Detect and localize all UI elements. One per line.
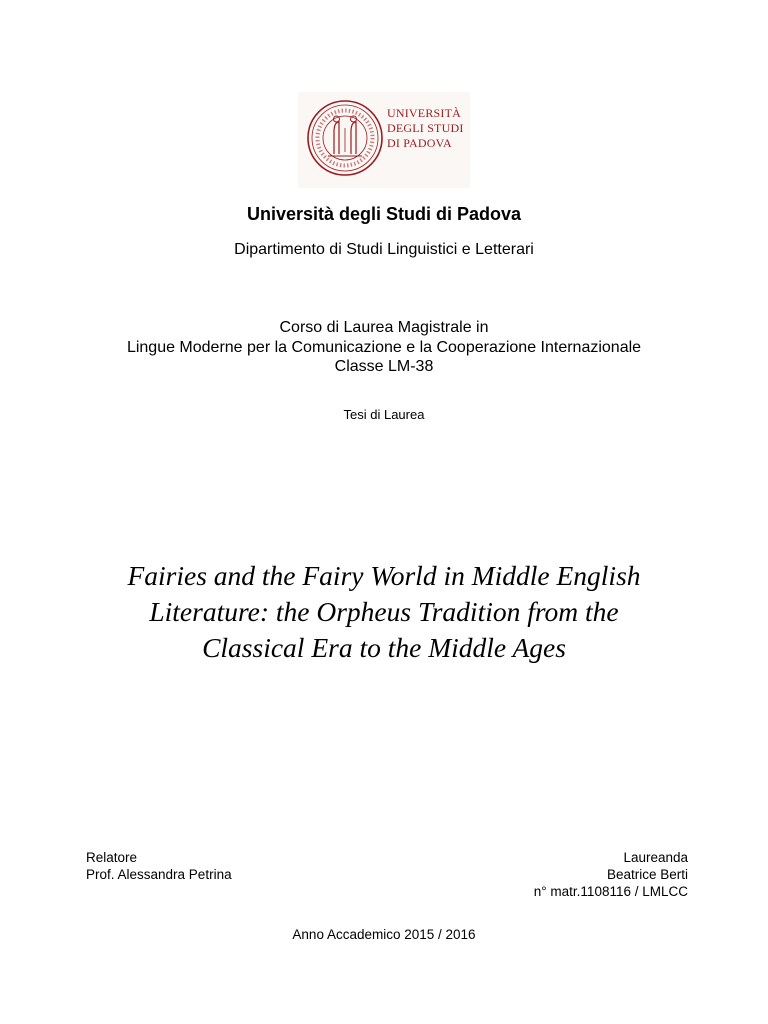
- logo-line-3: DI PADOVA: [387, 136, 452, 150]
- course-line-3: Classe LM-38: [334, 358, 434, 375]
- candidate-block: [534, 849, 688, 900]
- logo-line-2: DEGLI STUDI: [387, 121, 464, 135]
- supervisor-label: Relatore: [86, 850, 138, 865]
- academic-year: Anno Accademico 2015 / 2016: [292, 927, 476, 942]
- course-line-1: Corso di Laurea Magistrale in: [279, 319, 489, 336]
- candidate-label: Laureanda: [623, 850, 688, 865]
- supervisor-name: Prof. Alessandra Petrina: [86, 867, 232, 882]
- candidate-name: Beatrice Berti: [606, 867, 688, 882]
- course-line-2: Lingue Moderne per la Comunicazione e la Cooperazione Internazionale: [126, 338, 642, 356]
- supervisor-block: [86, 849, 232, 883]
- university-logo-wordmark: [387, 106, 464, 151]
- course-info: [0, 318, 768, 377]
- title-line-2: Literature: the Orpheus Tradition from the: [149, 596, 619, 627]
- title-line-1: Fairies and the Fairy World in Middle English: [127, 560, 641, 591]
- department-name: Dipartimento di Studi Linguistici e Letterari: [234, 241, 534, 258]
- thesis-label: Tesi di Laurea: [343, 407, 425, 422]
- logo-line-1: UNIVERSITÀ: [387, 106, 461, 120]
- thesis-title: [60, 558, 708, 666]
- university-name: Università degli Studi di Padova: [246, 204, 522, 224]
- title-line-3: Classical Era to the Middle Ages: [202, 632, 566, 663]
- candidate-matriculation: n° matr.1108116 / LMLCC: [533, 884, 688, 899]
